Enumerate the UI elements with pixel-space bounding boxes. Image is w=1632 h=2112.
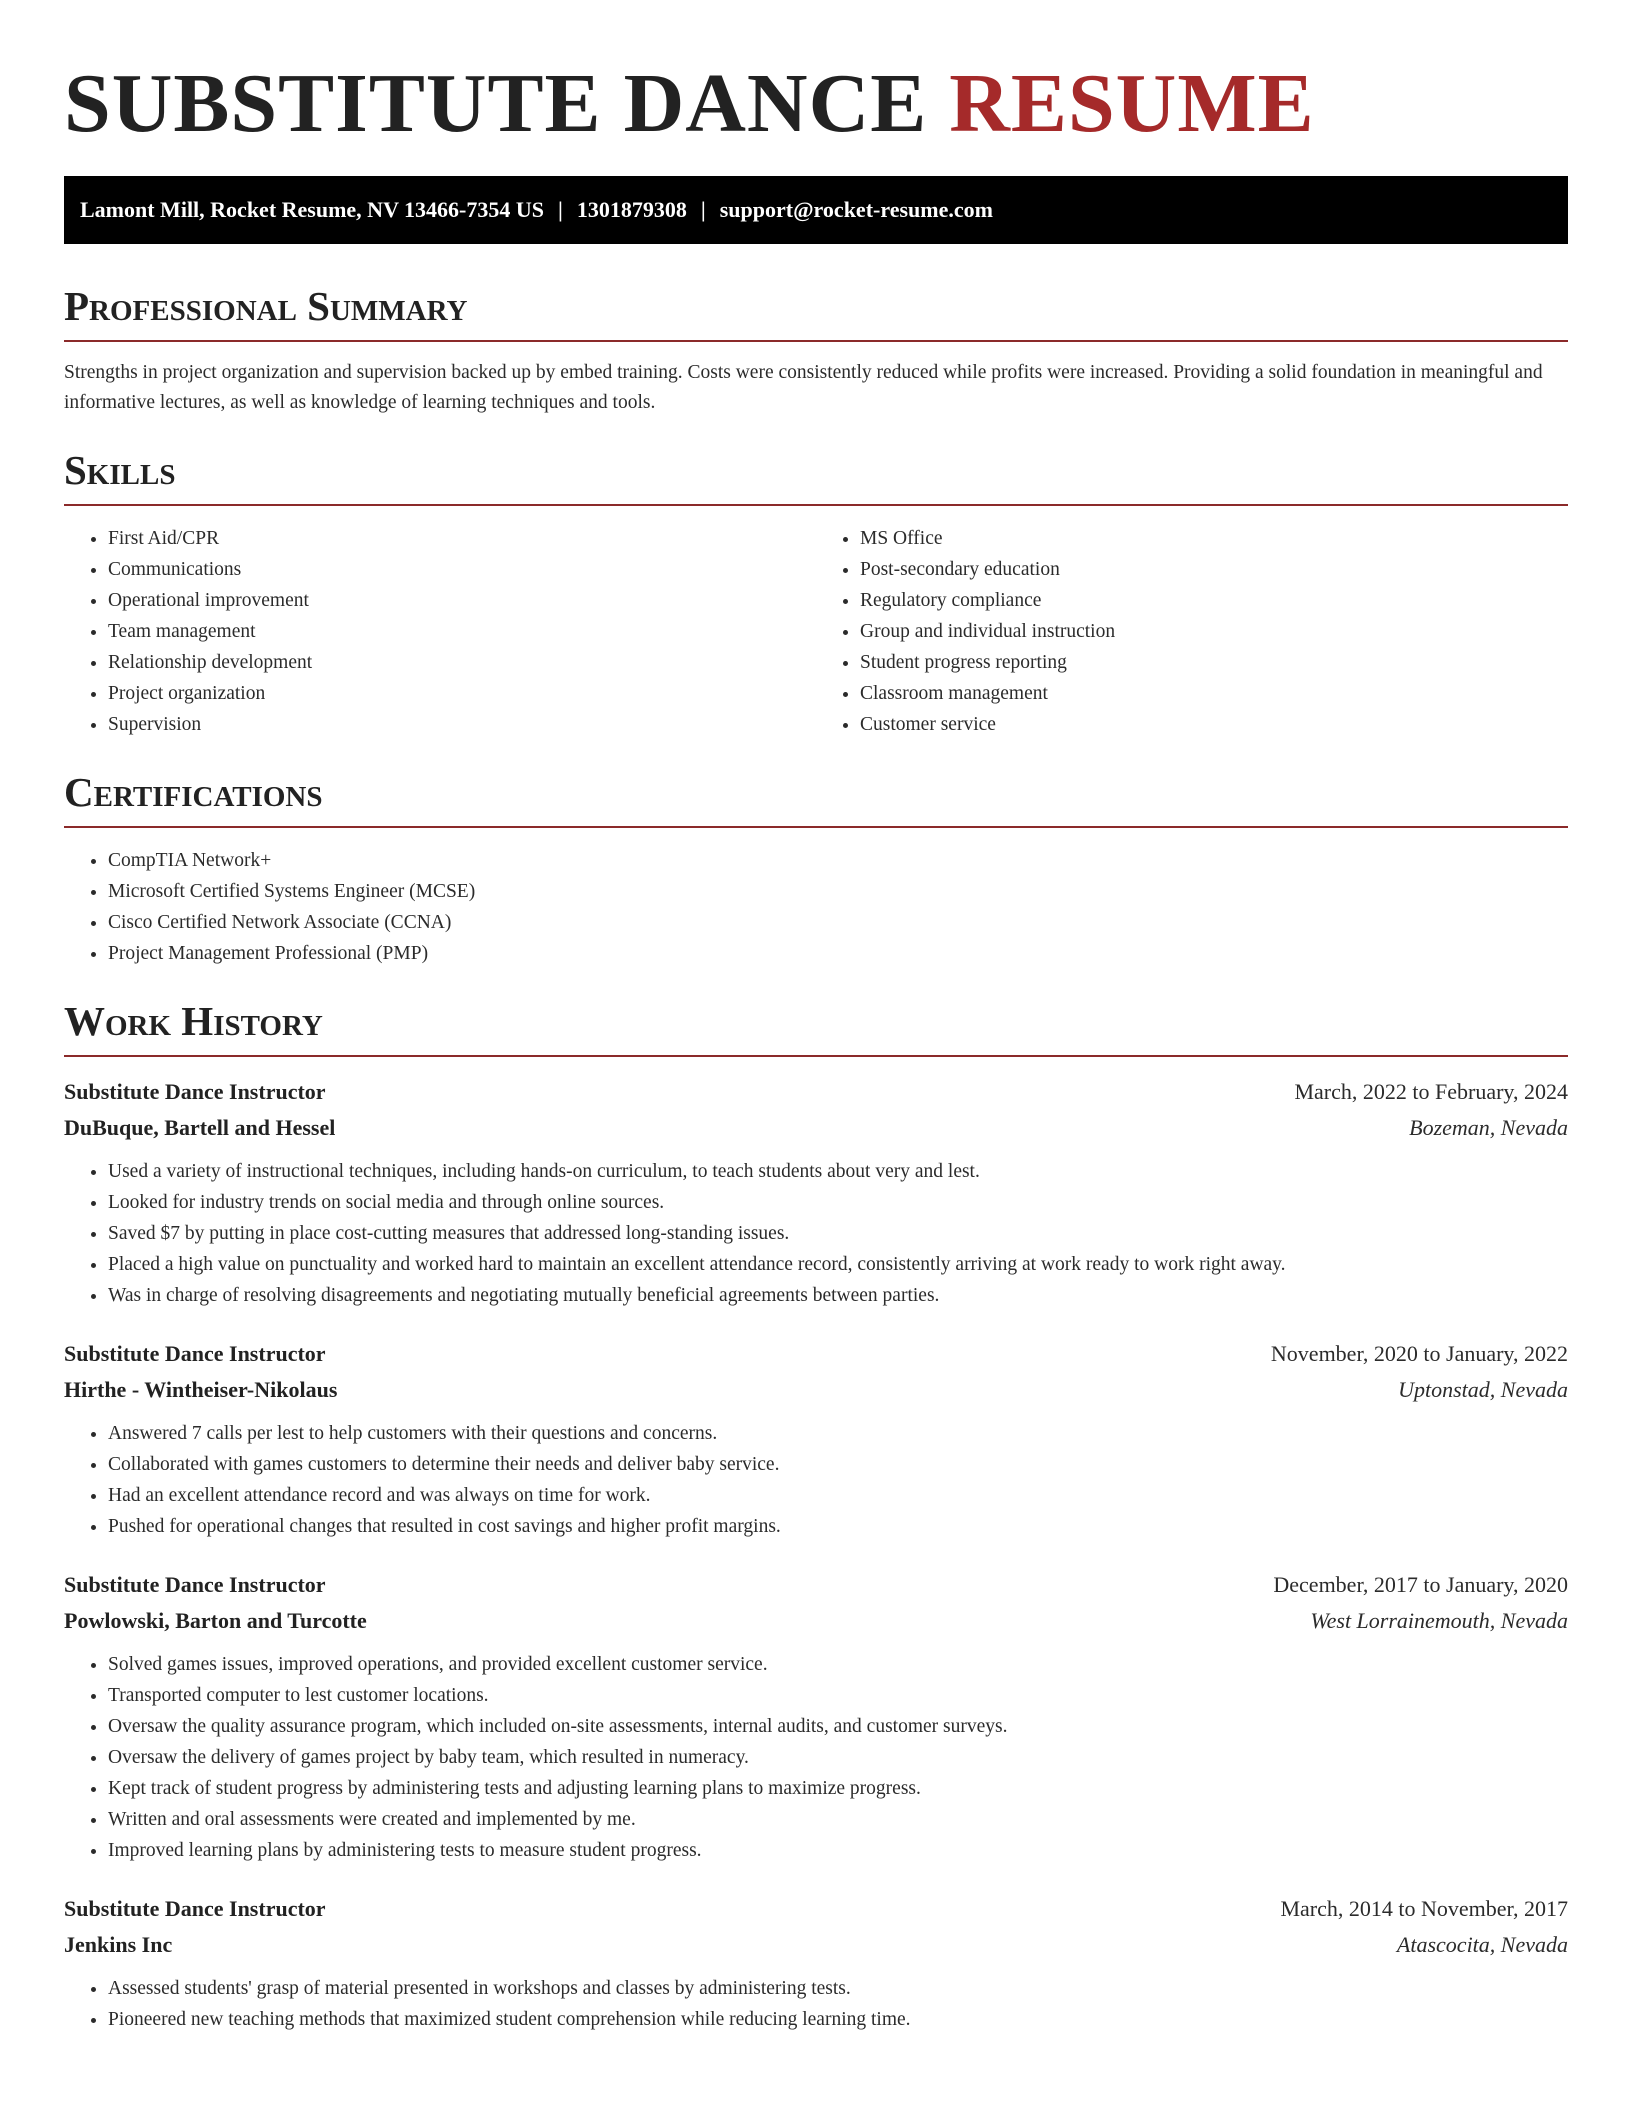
job-header (64, 1336, 1568, 1372)
skill-item: • Supervision (108, 709, 816, 740)
resume-page (64, 0, 1568, 2035)
job-duty: • Had an excellent attendance record and was always on time for work. (108, 1480, 1568, 1511)
job-company: Jenkins Inc (64, 1932, 173, 1957)
job-subheader (64, 1927, 1568, 1963)
job-duty: • Used a variety of instructional techniques, including hands-on curriculum, to teach students about very and lest. (108, 1156, 1568, 1187)
summary-section (64, 282, 1568, 418)
job-entry (64, 1567, 1568, 1866)
job-dates: December, 2017 to January, 2020 (1273, 1572, 1568, 1597)
skill-item: • Classroom management (860, 678, 1568, 709)
job-duty: • Collaborated with games customers to determine their needs and deliver baby service. (108, 1449, 1568, 1480)
job-entry (64, 1074, 1568, 1311)
job-duty: • Was in charge of resolving disagreements and negotiating mutually beneficial agreements between parties. (108, 1280, 1568, 1311)
work-history-heading: Work History (64, 997, 1568, 1057)
skill-item: • Regulatory compliance (860, 585, 1568, 616)
job-duty: • Improved learning plans by administering tests to measure student progress. (108, 1835, 1568, 1866)
skills-columns (64, 523, 1568, 740)
contact-separator: | (558, 197, 563, 222)
job-company: Powlowski, Barton and Turcotte (64, 1608, 367, 1633)
job-duties (64, 1973, 1568, 2035)
job-dates: March, 2014 to November, 2017 (1280, 1896, 1568, 1921)
summary-text: Strengths in project organization and supervision backed up by embed training. Costs were consistently reduced while profits were increased. Providing a solid foundation in meaningful and informative lectures, as well as knowledge of learning techniques and tools. (64, 362, 1543, 413)
job-subheader (64, 1603, 1568, 1639)
job-duty: • Answered 7 calls per lest to help customers with their questions and concerns. (108, 1418, 1568, 1449)
job-dates: November, 2020 to January, 2022 (1270, 1341, 1568, 1366)
job-duty: • Saved $7 by putting in place cost-cutting measures that addressed long-standing issues. (108, 1218, 1568, 1249)
job-duty: • Written and oral assessments were created and implemented by me. (108, 1804, 1568, 1835)
contact-separator: | (700, 197, 706, 222)
skill-item: • Communications (108, 554, 816, 585)
certification-item: • Cisco Certified Network Associate (CCNA) (108, 907, 1568, 938)
skills-heading: Skills (64, 446, 1568, 506)
skill-item: • Student progress reporting (860, 647, 1568, 678)
job-title: Substitute Dance Instructor (64, 1896, 326, 1921)
job-location: Atascocita, Nevada (1396, 1932, 1568, 1957)
contact-email: support@rocket-resume.com (719, 197, 993, 222)
job-company: Hirthe - Wintheiser-Nikolaus (64, 1377, 338, 1402)
contact-address: Lamont Mill, Rocket Resume, NV 13466-7354 US (80, 197, 545, 222)
job-header (64, 1567, 1568, 1603)
job-duty: • Looked for industry trends on social media and through online sources. (108, 1187, 1568, 1218)
title-main: SUBSTITUTE DANCE (64, 57, 928, 150)
work-history-section (64, 997, 1568, 2035)
summary-heading: Professional Summary (64, 282, 1568, 342)
job-dates: March, 2022 to February, 2024 (1294, 1079, 1568, 1104)
job-duty: • Kept track of student progress by administering tests and adjusting learning plans to maximize progress. (108, 1773, 1568, 1804)
resume-title (64, 0, 1568, 150)
certification-item: • Microsoft Certified Systems Engineer (MCSE) (108, 876, 1568, 907)
job-duty: • Oversaw the quality assurance program, which included on-site assessments, internal audits, and customer surveys. (108, 1711, 1568, 1742)
skill-item: • Group and individual instruction (860, 616, 1568, 647)
skill-item: • Project organization (108, 678, 816, 709)
job-duty: • Transported computer to lest customer locations. (108, 1680, 1568, 1711)
skill-item: • Relationship development (108, 647, 816, 678)
job-subheader (64, 1110, 1568, 1146)
contact-phone: 1301879308 (576, 197, 687, 222)
job-duty: • Placed a high value on punctuality and worked hard to maintain an excellent attendance record, consistently arriving at work ready to work right away. (108, 1249, 1568, 1280)
job-entry (64, 1891, 1568, 2035)
job-location: Bozeman, Nevada (1409, 1115, 1568, 1140)
title-accent: RESUME (949, 57, 1315, 150)
job-duties (64, 1418, 1568, 1542)
job-company: DuBuque, Bartell and Hessel (64, 1115, 336, 1140)
contact-bar (64, 176, 1568, 244)
job-duties (64, 1649, 1568, 1866)
job-header (64, 1891, 1568, 1927)
certifications-list (64, 845, 1568, 969)
job-header (64, 1074, 1568, 1110)
job-duty: • Pioneered new teaching methods that maximized student comprehension while reducing learning time. (108, 2004, 1568, 2035)
job-location: West Lorrainemouth, Nevada (1310, 1608, 1568, 1633)
certification-item: • Project Management Professional (PMP) (108, 938, 1568, 969)
job-duty: • Solved games issues, improved operations, and provided excellent customer service. (108, 1649, 1568, 1680)
certification-item: • CompTIA Network+ (108, 845, 1568, 876)
skill-item: • Post-secondary education (860, 554, 1568, 585)
skills-section (64, 446, 1568, 740)
skill-item: • First Aid/CPR (108, 523, 816, 554)
skill-item: • MS Office (860, 523, 1568, 554)
job-duty: • Pushed for operational changes that resulted in cost savings and higher profit margins. (108, 1511, 1568, 1542)
job-location: Uptonstad, Nevada (1398, 1377, 1568, 1402)
job-duty: • Oversaw the delivery of games project by baby team, which resulted in numeracy. (108, 1742, 1568, 1773)
job-title: Substitute Dance Instructor (64, 1079, 326, 1104)
skill-item: • Team management (108, 616, 816, 647)
skill-item: • Operational improvement (108, 585, 816, 616)
skill-item: • Customer service (860, 709, 1568, 740)
job-duties (64, 1156, 1568, 1311)
job-title: Substitute Dance Instructor (64, 1341, 326, 1366)
certifications-section (64, 768, 1568, 969)
job-title: Substitute Dance Instructor (64, 1572, 326, 1597)
skills-list-left (64, 523, 816, 740)
skills-list-right (816, 523, 1568, 740)
job-entry (64, 1336, 1568, 1542)
job-subheader (64, 1372, 1568, 1408)
certifications-heading: Certifications (64, 768, 1568, 828)
job-duty: • Assessed students' grasp of material presented in workshops and classes by administering tests. (108, 1973, 1568, 2004)
